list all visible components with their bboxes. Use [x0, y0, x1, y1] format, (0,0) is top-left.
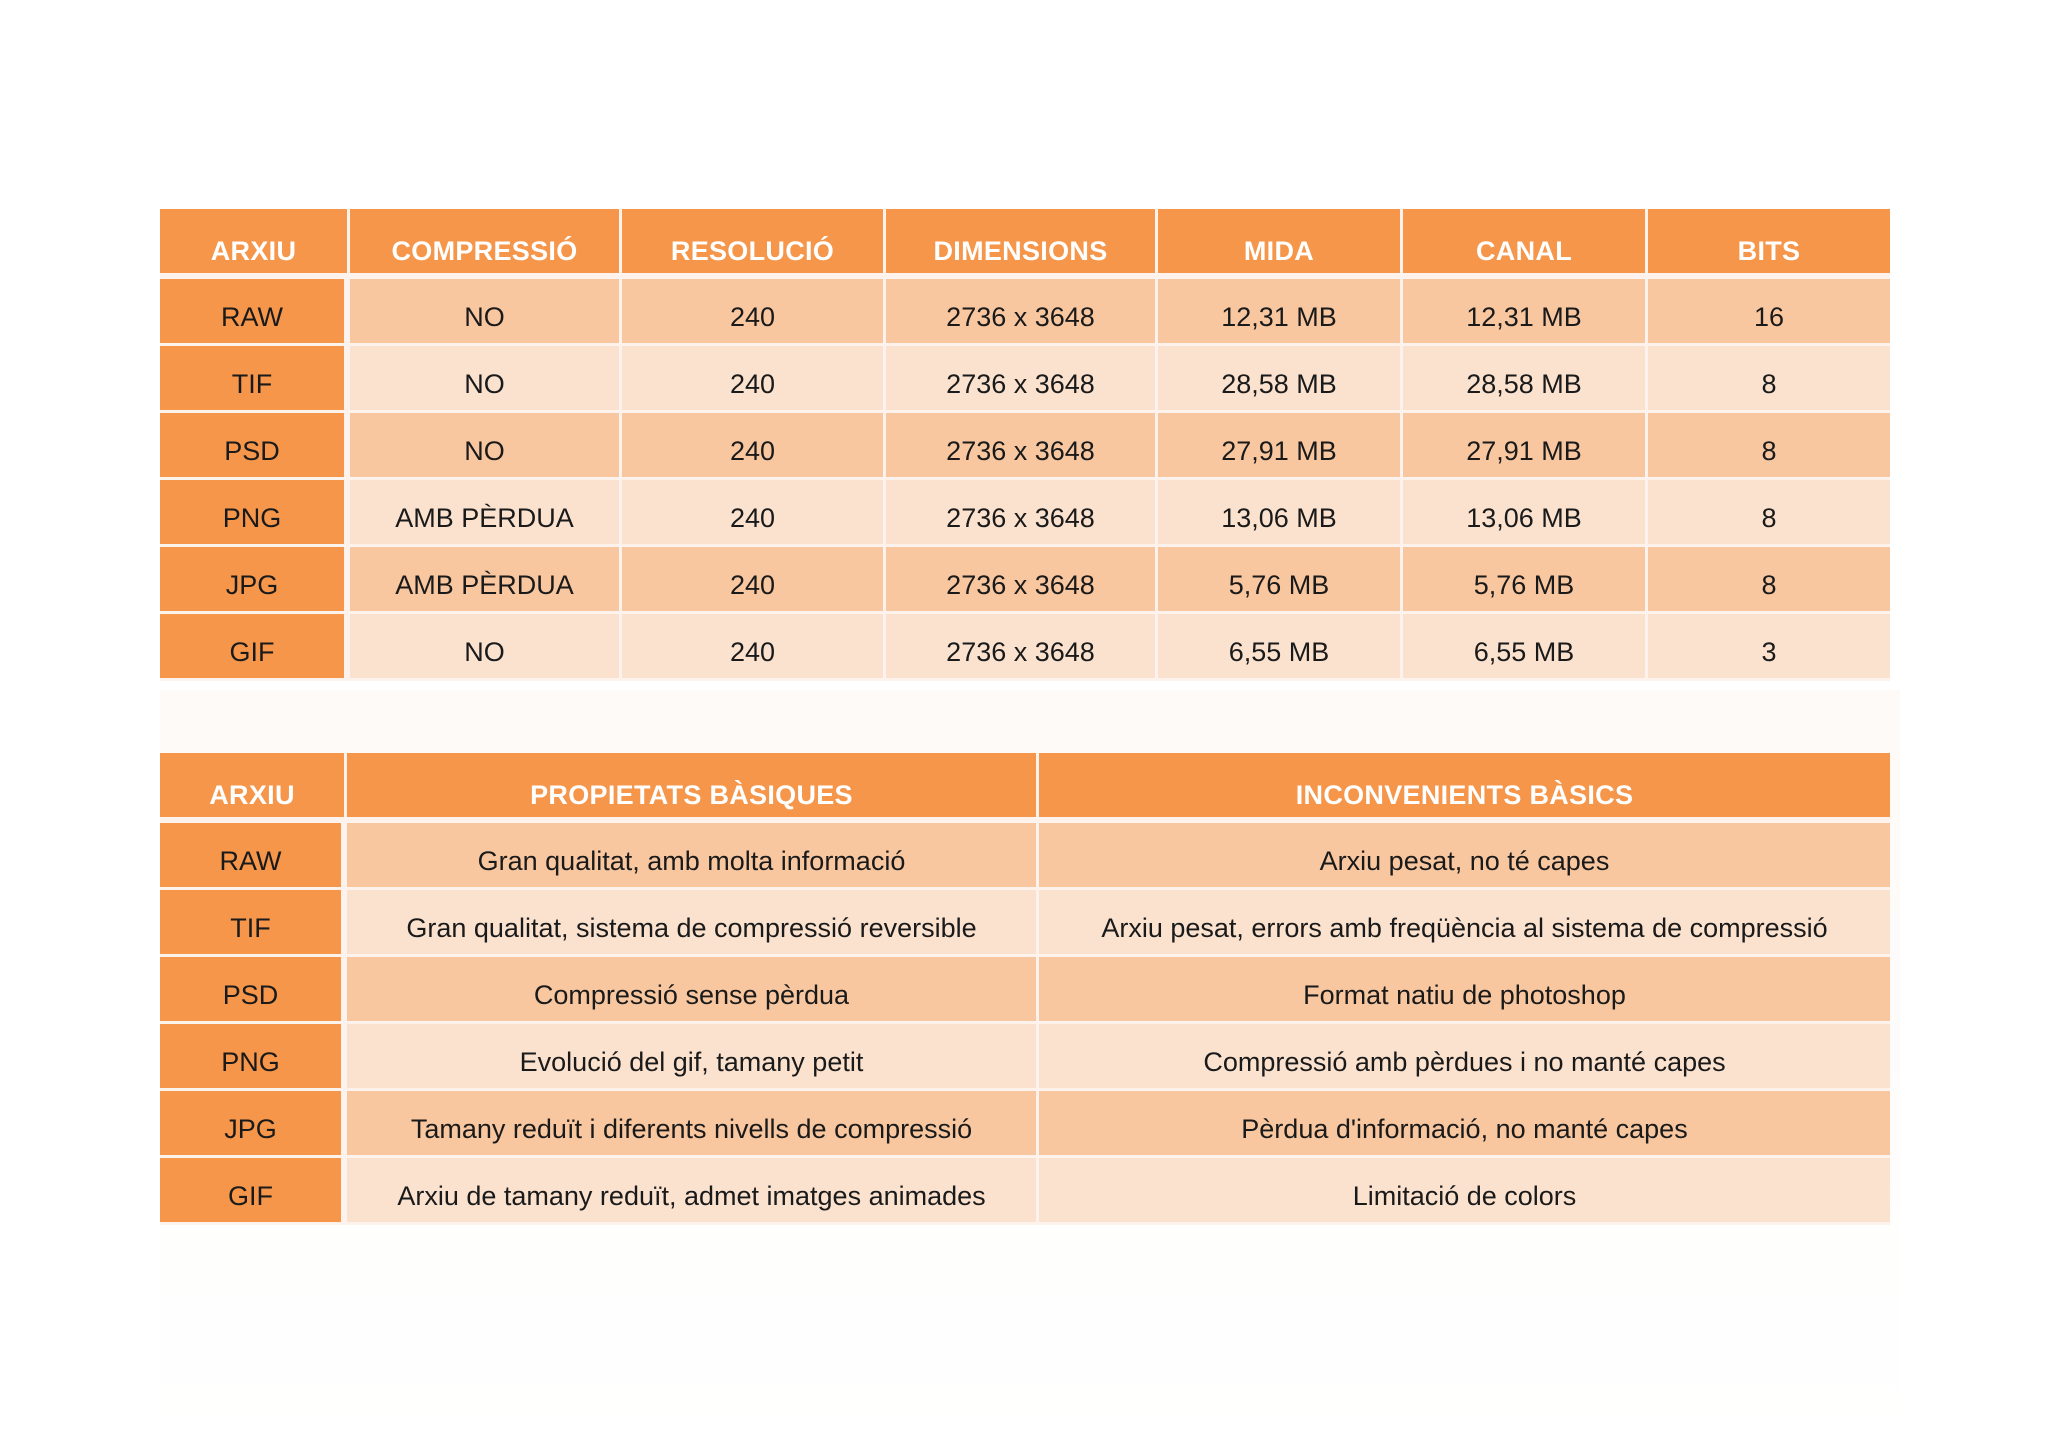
resolution-cell: 240 — [622, 480, 886, 547]
drawbacks-cell: Limitació de colors — [1039, 1158, 1890, 1225]
table-row — [160, 1091, 1890, 1158]
dimensions-cell: 2736 x 3648 — [886, 547, 1158, 614]
format-name: TIF — [160, 346, 350, 413]
dimensions-cell: 2736 x 3648 — [886, 346, 1158, 413]
bits-cell: 16 — [1648, 279, 1890, 346]
format-name: RAW — [160, 279, 350, 346]
dimensions-cell: 2736 x 3648 — [886, 480, 1158, 547]
format-name: PNG — [160, 480, 350, 547]
resolution-cell: 240 — [622, 614, 886, 681]
channel-cell: 28,58 MB — [1403, 346, 1648, 413]
bits-cell: 8 — [1648, 480, 1890, 547]
compression-cell: NO — [350, 279, 622, 346]
resolution-cell: 240 — [622, 279, 886, 346]
bits-cell: 3 — [1648, 614, 1890, 681]
bits-cell: 8 — [1648, 547, 1890, 614]
table-row — [160, 957, 1890, 1024]
drawbacks-cell: Pèrdua d'informació, no manté capes — [1039, 1091, 1890, 1158]
properties-cell: Evolució del gif, tamany petit — [347, 1024, 1039, 1091]
resolution-cell: 240 — [622, 413, 886, 480]
size-cell: 13,06 MB — [1158, 480, 1403, 547]
header-mida: MIDA — [1158, 209, 1403, 279]
compression-cell: NO — [350, 413, 622, 480]
header-dimensions: DIMENSIONS — [886, 209, 1158, 279]
format-name: TIF — [160, 890, 347, 957]
channel-cell: 6,55 MB — [1403, 614, 1648, 681]
bits-cell: 8 — [1648, 346, 1890, 413]
format-name: PSD — [160, 957, 347, 1024]
header-arxiu: ARXIU — [160, 209, 350, 279]
file-format-properties-table — [160, 753, 1890, 1225]
resolution-cell: 240 — [622, 547, 886, 614]
size-cell: 27,91 MB — [1158, 413, 1403, 480]
table-row — [160, 413, 1890, 480]
dimensions-cell: 2736 x 3648 — [886, 413, 1158, 480]
resolution-cell: 240 — [622, 346, 886, 413]
size-cell: 28,58 MB — [1158, 346, 1403, 413]
table-row — [160, 890, 1890, 957]
format-name: GIF — [160, 614, 350, 681]
header-arxiu: ARXIU — [160, 753, 347, 823]
format-name: PNG — [160, 1024, 347, 1091]
header-compressio: COMPRESSIÓ — [350, 209, 622, 279]
table-row — [160, 1024, 1890, 1091]
format-name: RAW — [160, 823, 347, 890]
table-row — [160, 547, 1890, 614]
drawbacks-cell: Arxiu pesat, no té capes — [1039, 823, 1890, 890]
channel-cell: 12,31 MB — [1403, 279, 1648, 346]
header-canal: CANAL — [1403, 209, 1648, 279]
compression-cell: NO — [350, 614, 622, 681]
size-cell: 6,55 MB — [1158, 614, 1403, 681]
compression-cell: AMB PÈRDUA — [350, 547, 622, 614]
table-header-row — [160, 209, 1890, 279]
dimensions-cell: 2736 x 3648 — [886, 614, 1158, 681]
properties-cell: Compressió sense pèrdua — [347, 957, 1039, 1024]
format-name: JPG — [160, 1091, 347, 1158]
table-row — [160, 480, 1890, 547]
format-name: GIF — [160, 1158, 347, 1225]
properties-cell: Gran qualitat, amb molta informació — [347, 823, 1039, 890]
size-cell: 5,76 MB — [1158, 547, 1403, 614]
format-name: PSD — [160, 413, 350, 480]
format-name: JPG — [160, 547, 350, 614]
table-row — [160, 823, 1890, 890]
table-header-row — [160, 753, 1890, 823]
drawbacks-cell: Format natiu de photoshop — [1039, 957, 1890, 1024]
header-inconvenients: INCONVENIENTS BÀSICS — [1039, 753, 1890, 823]
drawbacks-cell: Arxiu pesat, errors amb freqüència al sistema de compressió — [1039, 890, 1890, 957]
table-row — [160, 1158, 1890, 1225]
table-row — [160, 346, 1890, 413]
compression-cell: NO — [350, 346, 622, 413]
header-bits: BITS — [1648, 209, 1890, 279]
size-cell: 12,31 MB — [1158, 279, 1403, 346]
bits-cell: 8 — [1648, 413, 1890, 480]
properties-cell: Tamany reduït i diferents nivells de compressió — [347, 1091, 1039, 1158]
header-propietats: PROPIETATS BÀSIQUES — [347, 753, 1039, 823]
file-format-specs-table — [160, 209, 1890, 681]
header-resolucio: RESOLUCIÓ — [622, 209, 886, 279]
drawbacks-cell: Compressió amb pèrdues i no manté capes — [1039, 1024, 1890, 1091]
channel-cell: 27,91 MB — [1403, 413, 1648, 480]
table-row — [160, 614, 1890, 681]
table-row — [160, 279, 1890, 346]
properties-cell: Gran qualitat, sistema de compressió reversible — [347, 890, 1039, 957]
compression-cell: AMB PÈRDUA — [350, 480, 622, 547]
properties-cell: Arxiu de tamany reduït, admet imatges animades — [347, 1158, 1039, 1225]
channel-cell: 5,76 MB — [1403, 547, 1648, 614]
channel-cell: 13,06 MB — [1403, 480, 1648, 547]
dimensions-cell: 2736 x 3648 — [886, 279, 1158, 346]
